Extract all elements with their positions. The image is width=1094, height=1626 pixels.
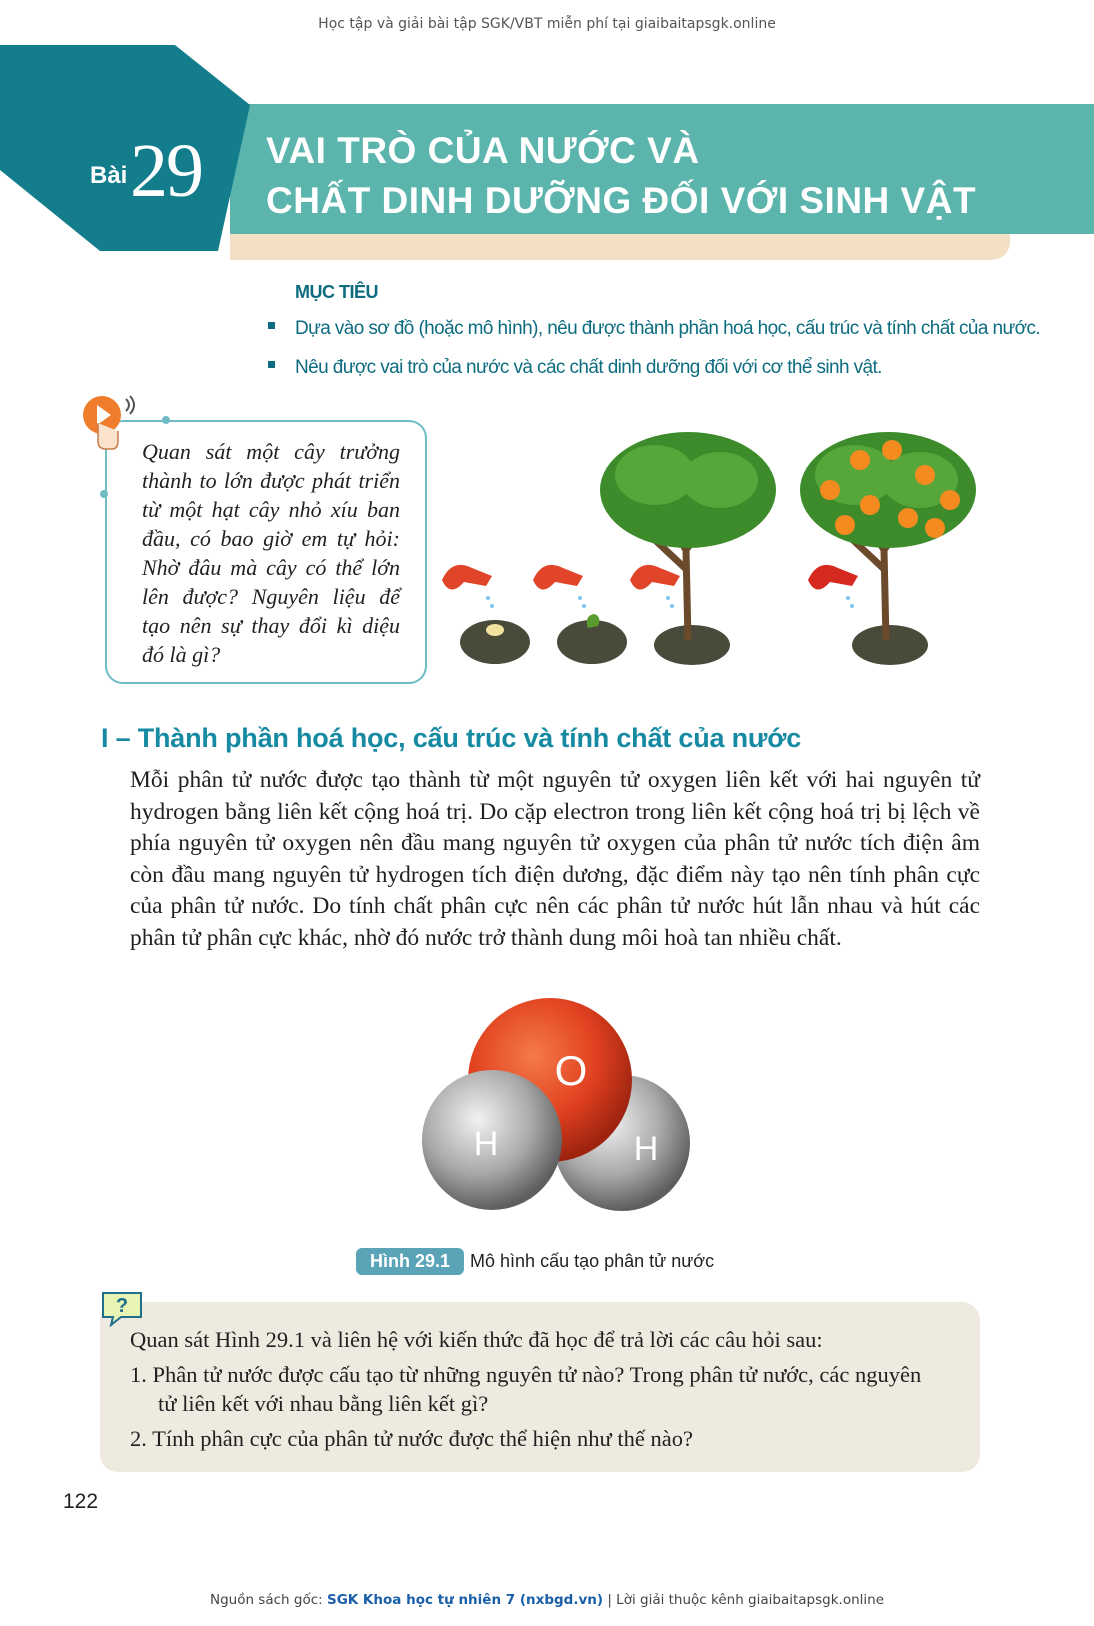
objective-item bbox=[268, 357, 882, 379]
section-title: I – Thành phần hoá học, cấu trúc và tính chất của nước bbox=[101, 723, 802, 753]
sprout-stage bbox=[533, 565, 627, 664]
lesson-number: 29 bbox=[130, 129, 202, 213]
footer-suffix: | Lời giải thuộc kênh giaibaitapsgk.online bbox=[603, 1592, 885, 1608]
question-1-line-1: 1. Phân tử nước được cấu tạo từ những nguyên tử nào? Trong phân tử nước, các nguyên bbox=[130, 1362, 922, 1387]
objective-item bbox=[268, 318, 1040, 340]
header-watermark: Học tập và giải bài tập SGK/VBT miễn phí tại giaibaitapsgk.online bbox=[318, 16, 776, 32]
footer-source-link[interactable]: SGK Khoa học tự nhiên 7 (nxbgd.vn) bbox=[326, 1592, 604, 1608]
tree-stage bbox=[600, 432, 776, 665]
svg-text:?: ? bbox=[115, 1295, 129, 1317]
footer-prefix: Nguồn sách gốc: bbox=[209, 1592, 327, 1608]
tree-growth-illustration bbox=[430, 430, 1015, 685]
box-dot-icon bbox=[98, 488, 110, 500]
figure-caption bbox=[356, 1248, 714, 1276]
atom-label-h: H bbox=[473, 1125, 499, 1163]
atom-label-o: O bbox=[554, 1047, 588, 1094]
page-number: 122 bbox=[63, 1490, 99, 1513]
lesson-label: Bài bbox=[90, 162, 128, 189]
lesson-title bbox=[266, 126, 976, 226]
objective-text: Dựa vào sơ đồ (hoặc mô hình), nêu được thành phần hoá học, cấu trúc và tính chất của nước. bbox=[295, 318, 1041, 339]
section-paragraph: Mỗi phân tử nước được tạo thành từ một nguyên tử oxygen liên kết với hai nguyên tử hydrogen bằng liên kết cộng hoá trị. Do cặp electron trong liên kết cộng hoá trị bị lệch về phía nguyên tử oxygen nên đầu mang nguyên tử oxygen của phân tử nước tích điện âm còn đầu mang nguyên tử hydrogen tích điện dương, đặc điểm này tạo nên tính phân cực của phân tử nước. Do tính chất phân cực nên các phân tử nước hút lẫn nhau và hút các phân tử phân cực khác, nhờ đó nước trở thành dung môi hoà tan nhiều chất. bbox=[130, 767, 980, 951]
atom-label-h: H bbox=[633, 1130, 659, 1168]
seed-stage bbox=[442, 565, 530, 664]
figure-caption-text: Mô hình cấu tạo phân tử nước bbox=[470, 1251, 715, 1271]
touch-audio-icon[interactable] bbox=[80, 393, 140, 453]
footer-note bbox=[0, 1592, 1094, 1608]
objectives-heading: MỤC TIÊU bbox=[295, 282, 378, 302]
objective-text: Nêu được vai trò của nước và các chất dinh dưỡng đối với cơ thể sinh vật. bbox=[295, 357, 882, 378]
lesson-number-badge bbox=[0, 45, 250, 251]
title-line-2: CHẤT DINH DƯỠNG ĐỐI VỚI SINH VẬT bbox=[266, 180, 977, 221]
bullet-square-icon bbox=[268, 361, 275, 368]
figure-label: Hình 29.1 bbox=[356, 1248, 464, 1275]
question-1-line-2: tử liên kết với nhau bằng liên kết gì? bbox=[158, 1391, 489, 1416]
question-icon bbox=[101, 1291, 145, 1327]
fruit-tree-stage bbox=[800, 432, 976, 665]
question-text bbox=[130, 1325, 970, 1453]
bullet-square-icon bbox=[268, 322, 275, 329]
intro-question-text: Quan sát một cây trưởng thành to lớn được phát triển từ một hạt cây nhỏ xíu ban đầu, có bao giờ em tự hỏi: Nhờ đâu mà cây có thể lớn lên được? Nguyên liệu để tạo nên sự thay đổi kì diệu đó là gì? bbox=[142, 439, 400, 667]
water-molecule-figure bbox=[420, 995, 690, 1230]
question-intro: Quan sát Hình 29.1 và liên hệ với kiến thức đã học để trả lời các câu hỏi sau: bbox=[130, 1327, 823, 1352]
box-dot-icon bbox=[160, 414, 172, 426]
title-line-1: VAI TRÒ CỦA NƯỚC VÀ bbox=[266, 130, 700, 171]
question-2: 2. Tính phân cực của phân tử nước được thể hiện như thế nào? bbox=[130, 1426, 693, 1451]
